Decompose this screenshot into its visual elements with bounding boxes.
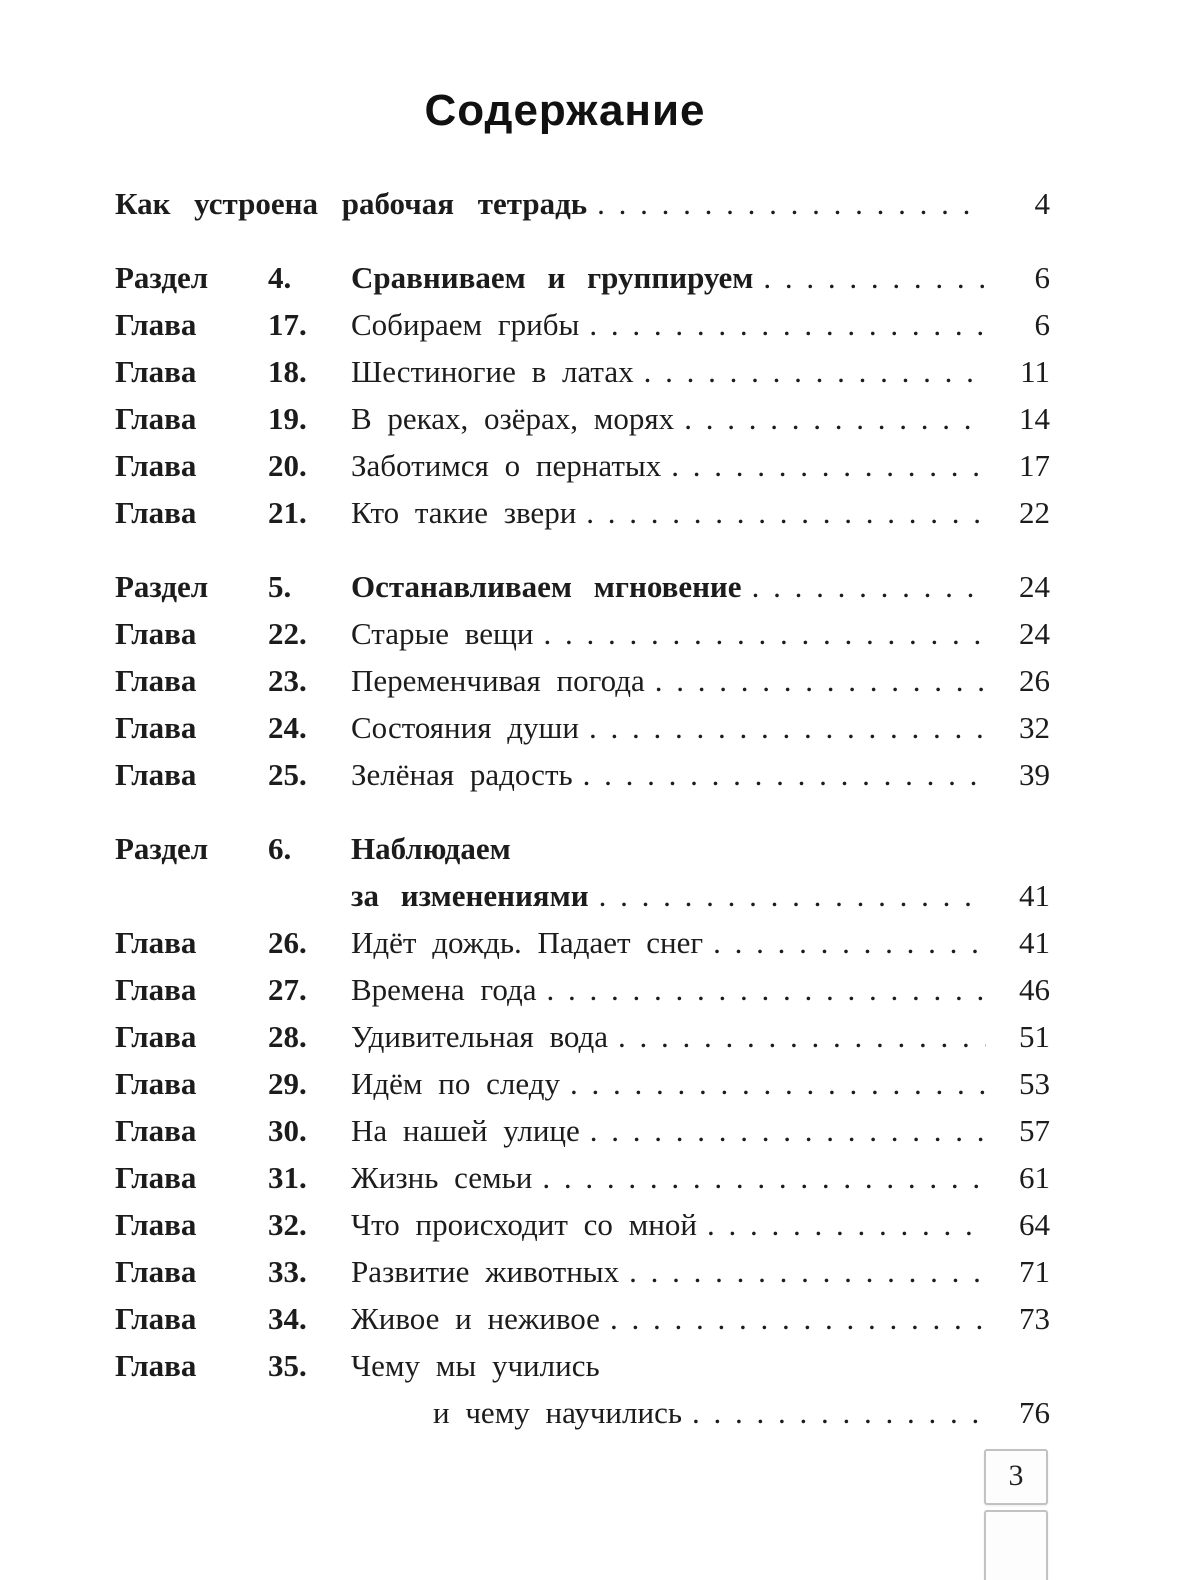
toc-entry bbox=[115, 1013, 1050, 1060]
toc-entry-label: Глава bbox=[115, 1348, 197, 1383]
page-number: 3 bbox=[1008, 1459, 1024, 1492]
toc-entry-number: 34. bbox=[268, 1301, 307, 1336]
toc-entry-number: 33. bbox=[268, 1254, 307, 1289]
toc-entry-title: Старые вещи bbox=[351, 616, 534, 651]
toc-entry-number: 5. bbox=[268, 569, 292, 604]
toc-entry-label: Глава bbox=[115, 757, 197, 792]
toc-entry-page: 46 bbox=[1019, 972, 1050, 1007]
toc-entry bbox=[115, 1107, 1050, 1154]
toc-entry bbox=[115, 704, 1050, 751]
page-number-corner bbox=[984, 1449, 1048, 1580]
toc-entry bbox=[115, 919, 1050, 966]
toc-entry-label: Глава bbox=[115, 448, 197, 483]
page-title: Содержание bbox=[424, 86, 706, 135]
toc-entry-label: Раздел bbox=[115, 831, 209, 866]
toc-entry-page: 39 bbox=[1019, 757, 1050, 792]
toc-entry-page: 71 bbox=[1019, 1254, 1050, 1289]
toc-entry-number: 27. bbox=[268, 972, 307, 1007]
toc-entry-title: Заботимся о пернатых bbox=[351, 448, 662, 483]
toc-entry-title-continued: и чему научились bbox=[433, 1395, 682, 1430]
toc-entry-line bbox=[115, 1201, 1050, 1248]
toc-entry-title: Зелёная радость bbox=[351, 757, 573, 792]
dot-leader bbox=[547, 966, 987, 1013]
toc-entry-number: 17. bbox=[268, 307, 307, 342]
toc-entry-label: Глава bbox=[115, 1113, 197, 1148]
toc-entry-number: 32. bbox=[268, 1207, 307, 1242]
toc-entry-page: 22 bbox=[1019, 495, 1050, 530]
toc-entry-number: 19. bbox=[268, 401, 307, 436]
toc-entry-number: 21. bbox=[268, 495, 307, 530]
toc-entry-line bbox=[115, 657, 1050, 704]
page-corner-box bbox=[984, 1510, 1048, 1580]
toc-entry-page: 32 bbox=[1019, 710, 1050, 745]
toc-entry-title: Развитие животных bbox=[351, 1254, 620, 1289]
dot-leader bbox=[707, 1201, 986, 1248]
dot-leader bbox=[599, 872, 986, 919]
toc-entry-label: Глава bbox=[115, 1207, 197, 1242]
toc-entry-number: 25. bbox=[268, 757, 307, 792]
toc-entry-page: 24 bbox=[1019, 616, 1050, 651]
toc-entry-label: Раздел bbox=[115, 260, 209, 295]
toc-entries bbox=[115, 180, 1050, 1436]
dot-leader bbox=[671, 442, 986, 489]
toc-entry-label: Глава bbox=[115, 925, 197, 960]
toc-entry-page: 6 bbox=[1034, 260, 1050, 295]
toc-entry bbox=[115, 610, 1050, 657]
dot-leader bbox=[597, 180, 986, 227]
toc-entry-line bbox=[115, 1342, 1050, 1389]
toc-entry bbox=[115, 1201, 1050, 1248]
dot-leader bbox=[590, 1107, 986, 1154]
toc-entry-number: 35. bbox=[268, 1348, 307, 1383]
toc-entry bbox=[115, 1060, 1050, 1107]
toc-entry-line bbox=[115, 825, 1050, 872]
toc-entry-title: Переменчивая погода bbox=[351, 663, 645, 698]
toc-entry bbox=[115, 1342, 1050, 1436]
toc-entry-label: Глава bbox=[115, 1160, 197, 1195]
toc-entry bbox=[115, 442, 1050, 489]
toc-entry-label: Раздел bbox=[115, 569, 209, 604]
toc-entry-number: 30. bbox=[268, 1113, 307, 1148]
toc-entry-title: Останавливаем мгновение bbox=[351, 569, 742, 604]
toc-entry-title: Жизнь семьи bbox=[351, 1160, 533, 1195]
toc-entry-line bbox=[115, 1060, 1050, 1107]
toc-entry-title: Живое и неживое bbox=[351, 1301, 600, 1336]
toc-entry-line bbox=[115, 489, 1050, 536]
toc-entry bbox=[115, 751, 1050, 798]
toc-entry-title: На нашей улице bbox=[351, 1113, 580, 1148]
toc-entry bbox=[115, 657, 1050, 704]
toc-entry-title: Чему мы учились bbox=[351, 1348, 600, 1383]
dot-leader bbox=[629, 1248, 986, 1295]
toc-entry-label: Глава bbox=[115, 1254, 197, 1289]
toc-entry-line bbox=[115, 704, 1050, 751]
toc-entry-label: Глава bbox=[115, 616, 197, 651]
dot-leader bbox=[586, 489, 986, 536]
toc-entry bbox=[115, 1154, 1050, 1201]
toc-entry-label: Глава bbox=[115, 1066, 197, 1101]
dot-leader bbox=[570, 1060, 986, 1107]
toc-entry-page: 6 bbox=[1034, 307, 1050, 342]
toc-entry-line bbox=[115, 301, 1050, 348]
toc-entry bbox=[115, 966, 1050, 1013]
toc-entry-label: Глава bbox=[115, 354, 197, 389]
toc-entry-number: 29. bbox=[268, 1066, 307, 1101]
toc-entry-number: 20. bbox=[268, 448, 307, 483]
dot-leader bbox=[543, 610, 986, 657]
toc-entry-label: Глава bbox=[115, 1301, 197, 1336]
toc-entry-label: Глава bbox=[115, 710, 197, 745]
toc-entry-label: Глава bbox=[115, 307, 197, 342]
toc-entry-line bbox=[115, 1013, 1050, 1060]
dot-leader bbox=[583, 751, 986, 798]
toc-entry-page: 26 bbox=[1019, 663, 1050, 698]
toc-entry-number: 24. bbox=[268, 710, 307, 745]
toc-entry-title: Собираем грибы bbox=[351, 307, 580, 342]
dot-leader bbox=[618, 1013, 986, 1060]
dot-leader bbox=[713, 919, 986, 966]
toc-entry bbox=[115, 180, 1050, 227]
toc-entry-page: 76 bbox=[1019, 1395, 1050, 1430]
toc-entry-line bbox=[115, 872, 1050, 919]
toc-entry-page: 24 bbox=[1019, 569, 1050, 604]
toc-entry-title: Кто такие звери bbox=[351, 495, 577, 530]
dot-leader bbox=[684, 395, 986, 442]
toc-entry-page: 61 bbox=[1019, 1160, 1050, 1195]
toc-entry-page: 4 bbox=[1034, 186, 1050, 221]
toc-entry-title-continued: за изменениями bbox=[351, 878, 589, 913]
toc-entry-line bbox=[115, 966, 1050, 1013]
toc-entry-line bbox=[115, 442, 1050, 489]
toc-entry-page: 73 bbox=[1019, 1301, 1050, 1336]
toc-entry-line bbox=[115, 919, 1050, 966]
toc-entry-title: В реках, озёрах, морях bbox=[351, 401, 675, 436]
toc-entry-page: 57 bbox=[1019, 1113, 1050, 1148]
dot-leader bbox=[542, 1154, 986, 1201]
toc-entry-label: Глава bbox=[115, 663, 197, 698]
toc-entry-line bbox=[115, 1154, 1050, 1201]
toc-entry-title: Сравниваем и группируем bbox=[351, 260, 754, 295]
toc-entry bbox=[115, 348, 1050, 395]
toc-entry-page: 17 bbox=[1019, 448, 1050, 483]
toc-entry-title: Времена года bbox=[351, 972, 537, 1007]
toc-entry-line bbox=[115, 751, 1050, 798]
toc-entry-line bbox=[115, 1295, 1050, 1342]
toc-entry bbox=[115, 563, 1050, 610]
dot-leader bbox=[610, 1295, 986, 1342]
toc-entry-line bbox=[115, 395, 1050, 442]
toc-entry-title: Состояния души bbox=[351, 710, 579, 745]
toc-entry-label: Глава bbox=[115, 1019, 197, 1054]
dot-leader bbox=[589, 704, 986, 751]
toc-entry bbox=[115, 301, 1050, 348]
dot-leader bbox=[644, 348, 986, 395]
toc-entry-page: 41 bbox=[1019, 878, 1050, 913]
toc-entry-page: 14 bbox=[1019, 401, 1050, 436]
toc-entry-line bbox=[115, 1248, 1050, 1295]
toc-entry bbox=[115, 1248, 1050, 1295]
dot-leader bbox=[763, 254, 986, 301]
toc-entry-number: 6. bbox=[268, 831, 292, 866]
dot-leader bbox=[752, 563, 986, 610]
toc-entry-number: 22. bbox=[268, 616, 307, 651]
toc-entry-line bbox=[115, 254, 1050, 301]
toc-entry bbox=[115, 254, 1050, 301]
toc-entry-line bbox=[115, 1107, 1050, 1154]
toc-entry-number: 23. bbox=[268, 663, 307, 698]
toc-entry-title: Наблюдаем bbox=[351, 831, 511, 866]
toc-entry-title: Удивительная вода bbox=[351, 1019, 609, 1054]
toc-entry-page: 51 bbox=[1019, 1019, 1050, 1054]
toc-entry-title: Что происходит со мной bbox=[351, 1207, 697, 1242]
toc-entry bbox=[115, 395, 1050, 442]
toc-entry-title: Идёт дождь. Падает снег bbox=[351, 925, 704, 960]
toc-entry bbox=[115, 825, 1050, 919]
toc-entry-title: Идём по следу bbox=[351, 1066, 560, 1101]
toc-entry-line bbox=[115, 610, 1050, 657]
toc-entry-label: Глава bbox=[115, 495, 197, 530]
dot-leader bbox=[589, 301, 986, 348]
toc-entry-number: 4. bbox=[268, 260, 292, 295]
toc-entry-page: 64 bbox=[1019, 1207, 1050, 1242]
toc-entry-title: Шестиногие в латах bbox=[351, 354, 634, 389]
toc-entry-label: Глава bbox=[115, 401, 197, 436]
toc-entry-line bbox=[115, 1389, 1050, 1436]
toc-entry-line bbox=[115, 180, 1050, 227]
dot-leader bbox=[655, 657, 986, 704]
toc-entry-line bbox=[115, 348, 1050, 395]
toc-entry-page: 11 bbox=[1020, 354, 1050, 389]
toc-entry-label: Глава bbox=[115, 972, 197, 1007]
page-number-box bbox=[984, 1449, 1048, 1505]
toc-entry-line bbox=[115, 563, 1050, 610]
dot-leader bbox=[692, 1389, 986, 1436]
toc-entry-number: 18. bbox=[268, 354, 307, 389]
toc-entry-number: 28. bbox=[268, 1019, 307, 1054]
toc-entry bbox=[115, 489, 1050, 536]
toc-entry-title: Как устроена рабочая тетрадь bbox=[115, 186, 588, 221]
toc-entry bbox=[115, 1295, 1050, 1342]
toc-entry-page: 41 bbox=[1019, 925, 1050, 960]
toc-entry-page: 53 bbox=[1019, 1066, 1050, 1101]
toc-entry-number: 26. bbox=[268, 925, 307, 960]
toc-entry-number: 31. bbox=[268, 1160, 307, 1195]
